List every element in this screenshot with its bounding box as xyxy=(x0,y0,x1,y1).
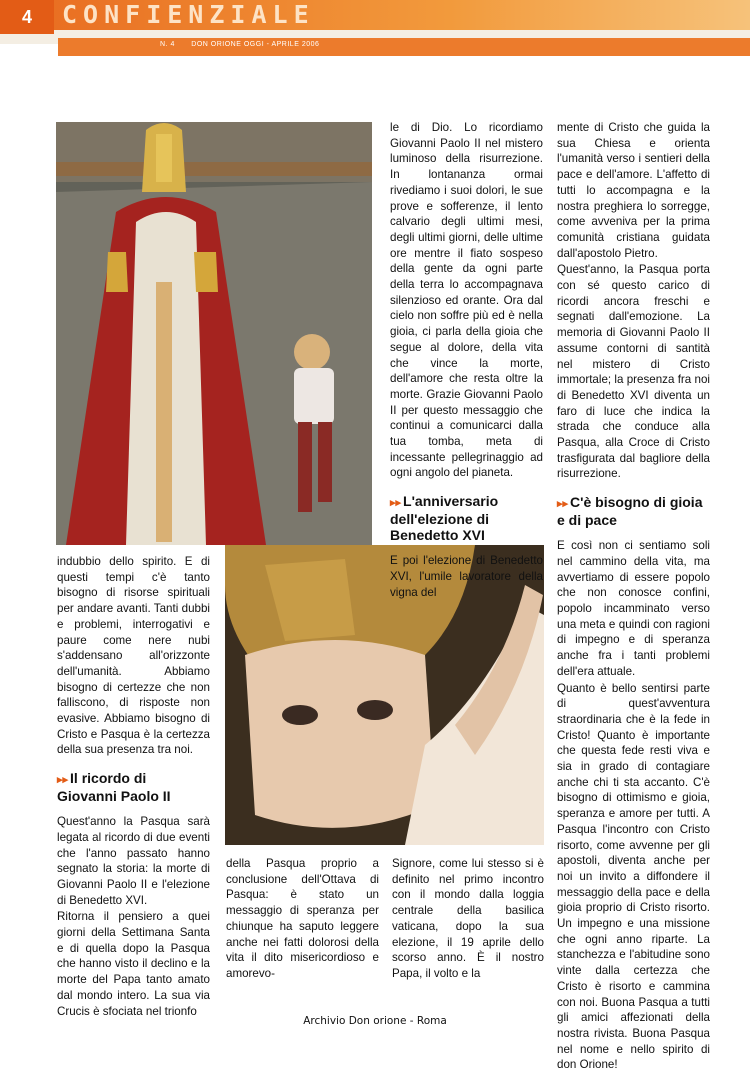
heading-text: Il ricordo di Giovanni Paolo II xyxy=(57,770,171,805)
section-title: CONFIENZIALE xyxy=(62,0,315,29)
column-2-bottom xyxy=(226,856,379,983)
heading-text: L'anniversario dell'elezione di Benedetto XVI xyxy=(390,493,499,544)
arrow-marker-icon: ▸▸ xyxy=(57,774,69,787)
page-header xyxy=(0,0,750,48)
column-1 xyxy=(57,554,210,1020)
paragraph: mente di Cristo che guida la sua Chiesa e orienta l'umanità verso i sentieri della pace e dell'amore. L'affetto di tutti lo accompagna e la nostra preghiera lo sorregge, come avveniva per la prima comunità cristiana guidata dall'apostolo Pietro. xyxy=(557,121,710,260)
archive-footer: Archivio Don orione - Roma xyxy=(303,1015,447,1027)
arrow-marker-icon: ▸▸ xyxy=(390,497,402,510)
paragraph: della Pasqua proprio a conclusione dell'Ottava di Pasqua: è stato un messaggio di speranza per chiunque ha saputo leggere anche nei fatti dolorosi della vita il dito misericordioso e amorevo- xyxy=(226,857,379,980)
column-3 xyxy=(390,120,543,601)
heading-text: C'è bisogno di gioia e di pace xyxy=(557,494,703,529)
paragraph: Ritorna il pensiero a quei giorni della Settimana Santa e di quella dopo la Pasqua che hanno visto il declino e la morte del Papa tanto amato dal mondo intero. La sua via Crucis è sfociata nel trionfo xyxy=(57,910,210,1018)
page-number: 4 xyxy=(0,0,54,34)
photo-pope-john-paul-with-child xyxy=(56,122,372,545)
paragraph: Quanto è bello sentirsi parte di quest'avventura straordinaria che è la fede in Cristo! Quanto è importante che questa fede resti viva e sia in grado di contagiare anche chi ti sta accanto. C'è bisogno di ottimismo e gioia, speranza e amore per tutti. A Pasqua l'incontro con Cristo risorto, come avvenne per gli apostoli, diventa anche per noi un invito a diffondere il messaggio della pace e della gioia proprio di Cristo risorto. Un impegno e una missione che ogni anno riparte. La stanchezza e l'abitudine sono vinte dalla certezza che Cristo è risorto e cammina con noi. Buona Pasqua a tutti gli amici affezionati della nostra rivista. Buona Pasqua nel nome e nello spirito di don Orione! xyxy=(557,681,710,1072)
paragraph: Quest'anno, la Pasqua porta con sé questo carico di ricordi ancora freschi e segnati dall'emozione. La memoria di Giovanni Paolo II assume contorni di santità nel mistero di Cristo immortale; la presenza fra noi di Benedetto XVI diventa un faro di luce che indica la strada che conduce alla Pasqua, alla Croce di Cristo trasfigurata dal bagliore della risurrezione. xyxy=(557,263,710,481)
arrow-marker-icon: ▸▸ xyxy=(557,498,569,511)
column-4 xyxy=(557,120,710,1074)
paragraph: Quest'anno la Pasqua sarà legata al ricordo di due eventi che l'anno passato hanno segnato la storia: la morte di Giovanni Paolo II e l'elezione di Benedetto XVI. xyxy=(57,815,210,907)
paragraph: E poi l'elezione di Benedetto XVI, l'umile lavoratore della vigna del xyxy=(390,554,543,599)
paragraph: Signore, come lui stesso si è definito nel primo incontro con il mondo dalla loggia centrale della basilica vaticana, dopo la sua elezione, il 19 aprile dello scorso anno. È il nostro Papa, il volto e la xyxy=(392,857,544,980)
heading-anniversario-elezione xyxy=(390,493,543,543)
issue-line xyxy=(160,41,333,48)
heading-bisogno-gioia-pace xyxy=(557,494,710,528)
paragraph: le di Dio. Lo ricordiamo Giovanni Paolo II nel mistero luminoso della risurrezione. In lontananza ormai rivediamo i suoi dolori, le sue prove e sofferenze, il lento calvario degli ultimi mesi, degli ultimi giorni, delle ultime ore mentre il fiato sospeso della gente da ogni parte della terra lo accompagnava silenzioso ed orante. Ora dal cielo non soffre più ed è nella gioia, ci parla della gioia che segue al dolore, della vita che vince la morte, dell'amore che resta oltre la morte. Grazie Giovanni Paolo II per questo messaggio che continui a comunicarci dalla tua tomba, meta di incessante pellegrinaggio ad ogni angolo del pianeta. xyxy=(390,121,543,480)
publication-name: DON ORIONE OGGI - APRILE 2006 xyxy=(191,41,320,48)
issue-number: N. 4 xyxy=(160,41,175,48)
paragraph: indubbio dello spirito. E di questi tempi c'è tanto bisogno di risorse spirituali per andare avanti. Tanti dubbi e problemi, interrogativi e paure come nere nubi s'addensano all'orizzonte dell'umanità. Abbiamo bisogno di certezze che non falliscono, di risposte non evasive. Abbiamo bisogno di Cristo e Pasqua è la certezza della sua presenza tra noi. xyxy=(57,555,210,757)
column-3-bottom xyxy=(392,856,544,983)
photo-1-illustration xyxy=(56,122,372,545)
heading-ricordo-giovanni-paolo xyxy=(57,770,210,804)
paragraph: E così non ci sentiamo soli nel cammino della vita, ma avvertiamo di essere popolo che non conosce confini, popolo incamminato verso una meta e quindi con ragioni di impegno e di speranza anche fra i tanti problemi dell'era attuale. xyxy=(557,539,710,678)
